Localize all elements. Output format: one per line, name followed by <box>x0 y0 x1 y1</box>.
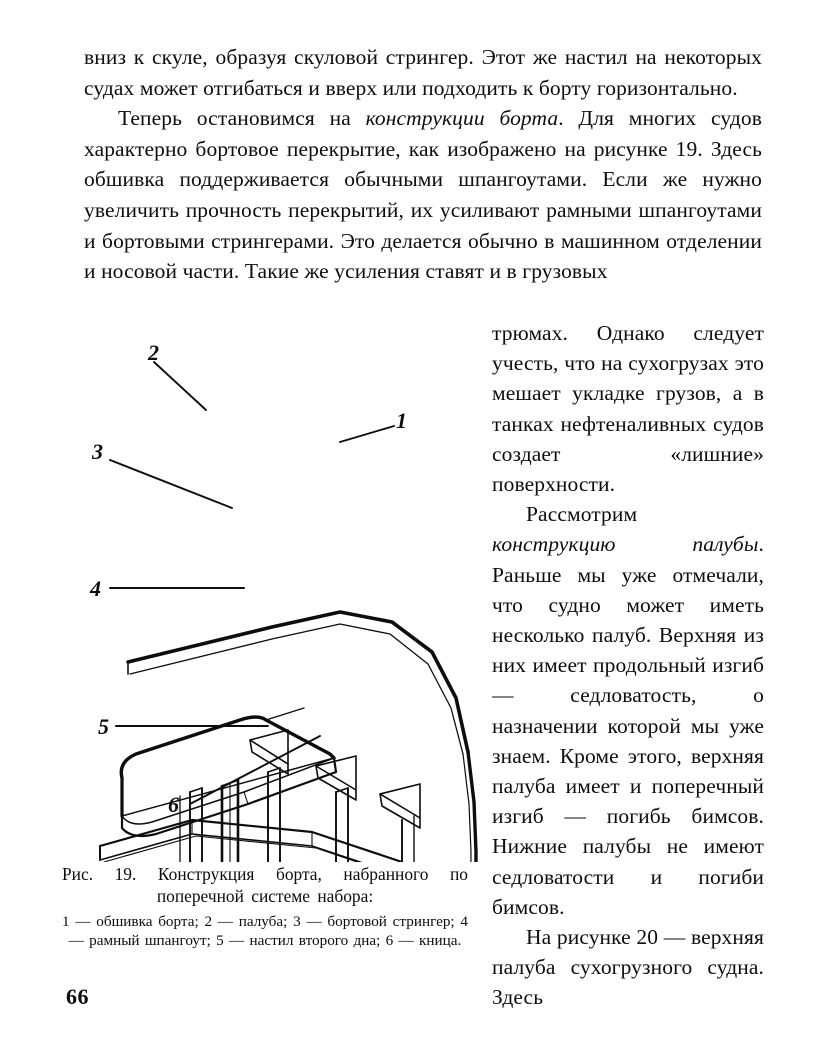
emphasis-konstruktsiyu-paluby: конструкцию палубы <box>492 532 759 557</box>
leader-3 <box>110 460 232 508</box>
web-frame-deep <box>222 780 270 862</box>
paragraph-text-rest: . Для многих судов характерно бортовое перекрытие, как изображено на рисунке 19. Здесь обшивка поддерживается обычными шпангоутами. Если же нужно увеличить прочность перекрытий, их усиливают рамными шпангоутами и бортовыми стрингерами. Это делается обычно в машинном отделении и носовой части. Такие же усиления ставят и в грузовых <box>84 106 762 284</box>
paragraph-text: трюмах. Однако следует учесть, что на сухогрузах это мешает укладке грузов, а в танках нефтеналивных судов создает «лишние» поверхности. <box>492 321 764 497</box>
page-number: 66 <box>66 984 89 1009</box>
figure-19-ship-side-structure <box>72 322 482 862</box>
callout-label-3: 3 <box>92 439 103 464</box>
figure-caption-text: Рис. 19. Конструкция борта, набранного по поперечной системе набора: <box>62 864 468 907</box>
deck-plate <box>121 708 336 836</box>
body-text-right-column <box>492 318 764 1013</box>
figure-legend-text: 1 — обшивка борта; 2 — палуба; 3 — бортовой стрингер; 4 — рамный шпангоут; 5 — настил второго дна; 6 — кница. <box>62 913 468 950</box>
emphasis-konstruktsii-borta: конструкции борта <box>365 106 559 131</box>
figure-legend <box>62 912 468 951</box>
callout-label-5: 5 <box>98 714 109 739</box>
paragraph-text: На рисунке 20 — верхняя палуба сухогрузного судна. Здесь <box>492 925 764 1010</box>
body-text-top <box>84 42 762 287</box>
paragraph-holds <box>492 318 764 499</box>
leader-1 <box>340 426 394 442</box>
side-stringer-upper <box>100 820 404 862</box>
paragraph-text-rest: . Раньше мы уже отмечали, что судно может иметь несколько палуб. Верхняя из них имеет продольный изгиб — седловатость, о назначении которой мы уже знаем. Кроме этого, верхняя палуба имеет и поперечный изгиб — погибь бимсов. Нижние палубы не имеют седловатости и погиби бимсов. <box>492 532 764 919</box>
callout-label-6: 6 <box>168 792 179 817</box>
callout-label-2: 2 <box>148 340 159 365</box>
paragraph-figure-20 <box>492 922 764 1013</box>
paragraph-text: вниз к скуле, образуя скуловой стрингер. Этот же настил на некоторых судах может отгибаться и вверх или подходить к борту горизонтально. <box>84 45 762 100</box>
callout-label-4: 4 <box>90 576 101 601</box>
paragraph-continuation <box>84 42 762 103</box>
figure-drawing <box>72 322 482 862</box>
callout-leaders <box>110 362 394 804</box>
figure-caption <box>62 863 468 908</box>
upper-brackets <box>250 730 420 828</box>
callout-label-1: 1 <box>396 408 407 433</box>
paragraph-deck <box>492 499 764 922</box>
paragraph-text-lead: Теперь остановимся на <box>118 106 366 131</box>
paragraph-text-lead: Рассмотрим <box>526 502 638 527</box>
leader-2 <box>154 362 206 410</box>
callout-numbers <box>89 340 407 817</box>
paragraph-hull-side <box>84 103 762 287</box>
